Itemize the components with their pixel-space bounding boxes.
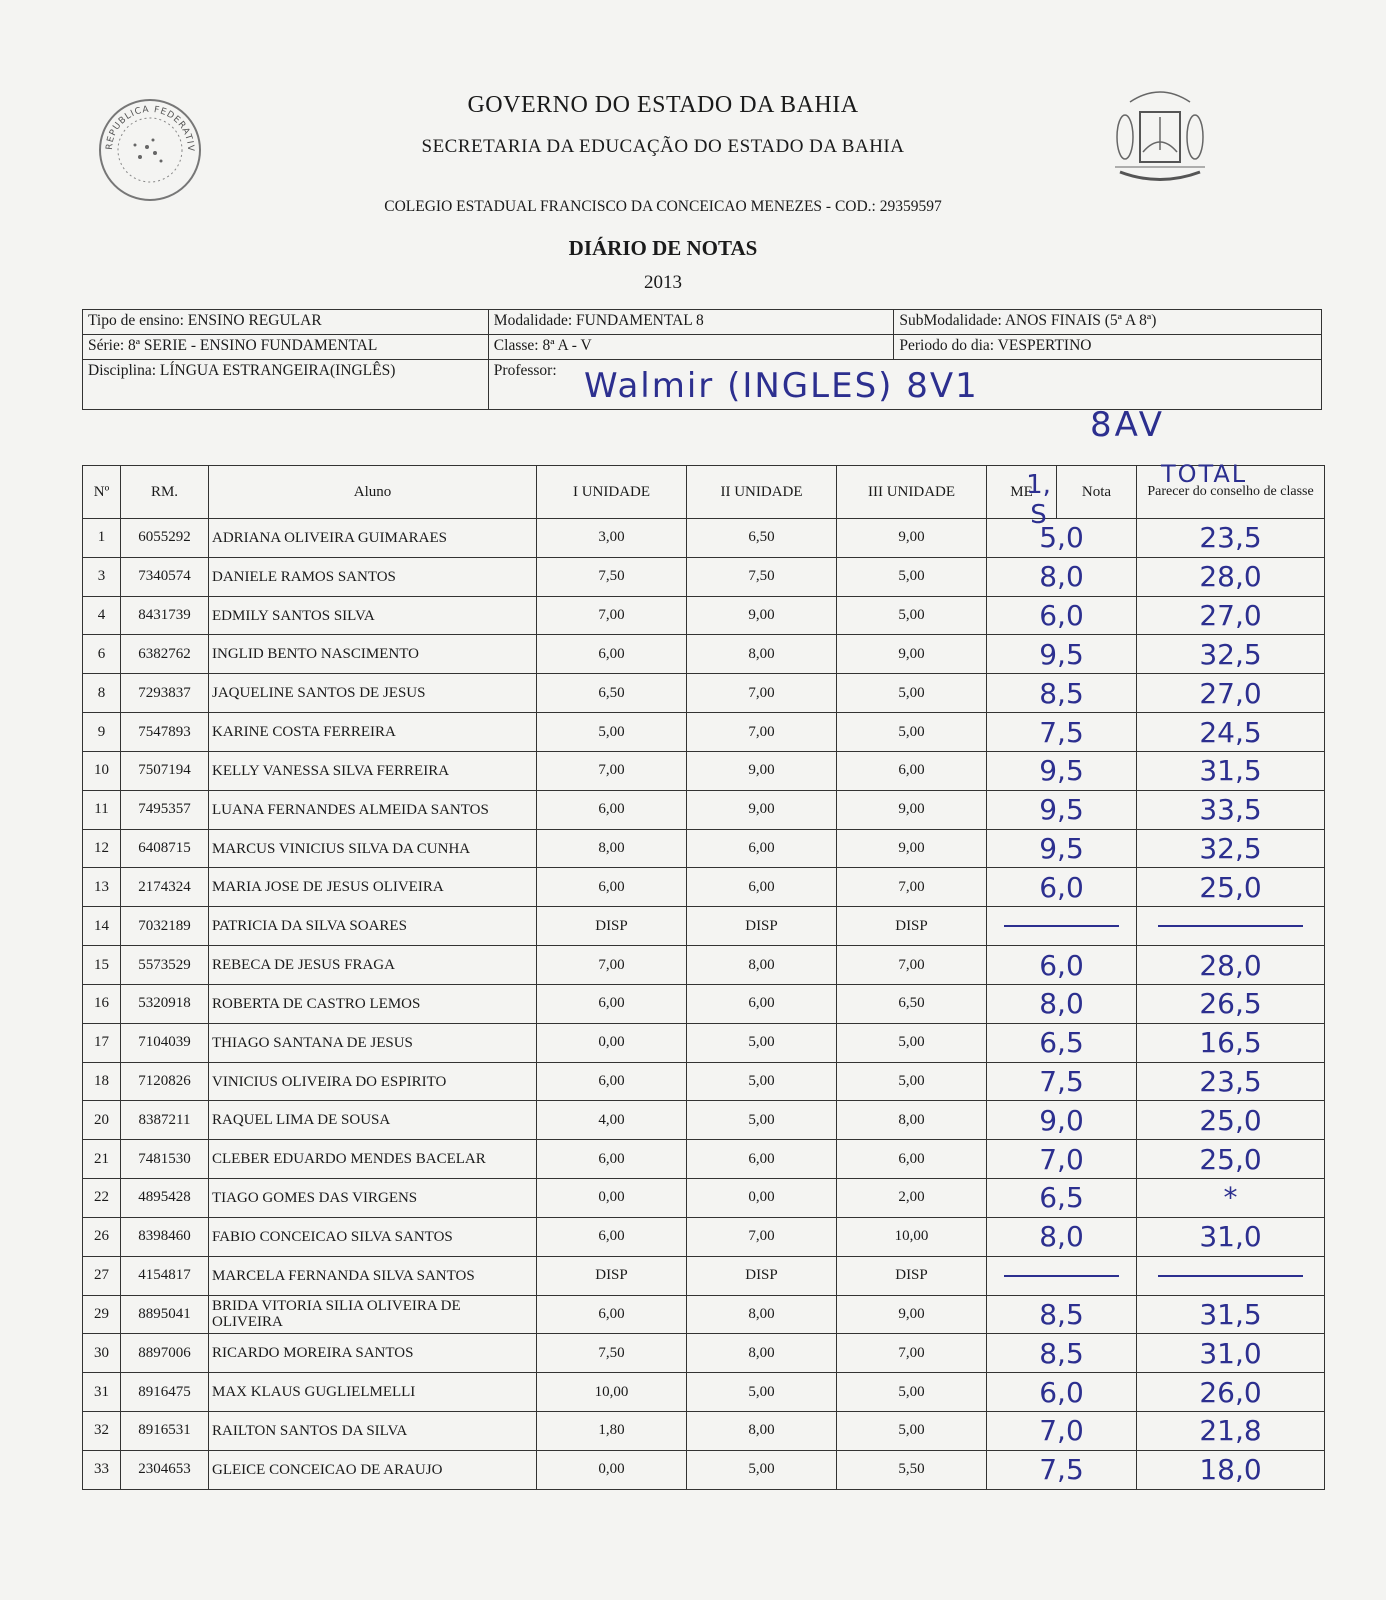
grade-unidade-3: 9,00: [837, 1295, 987, 1334]
student-number: 26: [83, 1217, 121, 1256]
student-number: 21: [83, 1140, 121, 1179]
grade-unidade-2: 5,00: [687, 1373, 837, 1412]
handwritten-me: 6,0: [987, 946, 1137, 985]
student-name: CLEBER EDUARDO MENDES BACELAR: [209, 1140, 537, 1179]
secretaria-title: SECRETARIA DA EDUCAÇÃO DO ESTADO DA BAHIA: [421, 136, 905, 157]
student-number: 27: [83, 1256, 121, 1295]
student-name: RICARDO MOREIRA SANTOS: [209, 1334, 537, 1373]
grade-unidade-1: 0,00: [537, 1450, 687, 1489]
grade-unidade-1: 6,00: [537, 868, 687, 907]
handwritten-total: 25,0: [1137, 1101, 1325, 1140]
handwritten-total: 26,0: [1137, 1373, 1325, 1412]
handwritten-me: 9,5: [987, 751, 1137, 790]
tipo-ensino: Tipo de ensino: ENSINO REGULAR: [83, 310, 489, 335]
handwritten-total: 21,8: [1137, 1412, 1325, 1451]
grade-unidade-1: 7,00: [537, 946, 687, 985]
handwritten-total: 31,0: [1137, 1334, 1325, 1373]
grade-unidade-2: 7,00: [687, 713, 837, 752]
grade-unidade-1: DISP: [537, 907, 687, 946]
grade-unidade-2: DISP: [687, 1256, 837, 1295]
student-number: 15: [83, 946, 121, 985]
table-row: [83, 519, 1325, 558]
dash-mark: [1004, 925, 1118, 927]
student-name: LUANA FERNANDES ALMEIDA SANTOS: [209, 790, 537, 829]
grade-unidade-2: 5,00: [687, 1450, 837, 1489]
handwritten-me: 7,5: [987, 1450, 1137, 1489]
student-number: 18: [83, 1062, 121, 1101]
grade-unidade-2: 9,00: [687, 790, 837, 829]
table-row: [83, 1217, 1325, 1256]
handwritten-total: 27,0: [1137, 674, 1325, 713]
periodo: Periodo do dia: VESPERTINO: [894, 335, 1322, 360]
student-name: MARCUS VINICIUS SILVA DA CUNHA: [209, 829, 537, 868]
student-name: RAILTON SANTOS DA SILVA: [209, 1412, 537, 1451]
grade-unidade-2: 8,00: [687, 1412, 837, 1451]
grade-unidade-1: 6,00: [537, 1217, 687, 1256]
grade-unidade-3: 9,00: [837, 790, 987, 829]
table-row: [83, 674, 1325, 713]
student-name: THIAGO SANTANA DE JESUS: [209, 1023, 537, 1062]
student-rm: 8387211: [121, 1101, 209, 1140]
handwritten-me: 6,0: [987, 868, 1137, 907]
handwritten-me: 6,0: [987, 1373, 1137, 1412]
grade-unidade-1: 6,00: [537, 635, 687, 674]
student-name: RAQUEL LIMA DE SOUSA: [209, 1101, 537, 1140]
dash-mark: [1158, 1275, 1303, 1277]
grade-unidade-3: 5,00: [837, 1373, 987, 1412]
grade-unidade-1: 6,00: [537, 984, 687, 1023]
col-total-handwritten: TOTAL: [1161, 460, 1248, 488]
handwritten-total: *: [1137, 1179, 1325, 1218]
table-row: [83, 1140, 1325, 1179]
document-title: DIÁRIO DE NOTAS: [568, 236, 758, 260]
grade-unidade-3: 10,00: [837, 1217, 987, 1256]
bahia-coat-of-arms: [1110, 82, 1210, 200]
grade-unidade-1: 0,00: [537, 1023, 687, 1062]
grade-unidade-2: 6,00: [687, 868, 837, 907]
grades-table: [82, 460, 1325, 1490]
table-row: [83, 635, 1325, 674]
document-year: 2013: [644, 272, 682, 293]
grade-unidade-1: 6,50: [537, 674, 687, 713]
handwritten-total: 25,0: [1137, 1140, 1325, 1179]
grade-unidade-2: 7,00: [687, 1217, 837, 1256]
grade-unidade-3: 6,50: [837, 984, 987, 1023]
student-rm: 7547893: [121, 713, 209, 752]
grade-unidade-2: 6,50: [687, 519, 837, 558]
handwritten-total: 28,0: [1137, 946, 1325, 985]
grade-unidade-2: 5,00: [687, 1023, 837, 1062]
student-rm: 7507194: [121, 751, 209, 790]
handwritten-total: 31,0: [1137, 1217, 1325, 1256]
grade-unidade-1: 7,50: [537, 1334, 687, 1373]
student-number: 33: [83, 1450, 121, 1489]
grade-unidade-3: 5,00: [837, 557, 987, 596]
student-name: KELLY VANESSA SILVA FERREIRA: [209, 751, 537, 790]
serie: Série: 8ª SERIE - ENSINO FUNDAMENTAL: [83, 335, 489, 360]
student-rm: 7120826: [121, 1062, 209, 1101]
table-row: [83, 1412, 1325, 1451]
handwritten-me: 8,0: [987, 557, 1137, 596]
handwritten-me: 6,5: [987, 1023, 1137, 1062]
student-number: 13: [83, 868, 121, 907]
grade-unidade-3: 8,00: [837, 1101, 987, 1140]
grade-unidade-3: 5,00: [837, 713, 987, 752]
col-parecer: [1137, 460, 1325, 519]
student-name: EDMILY SANTOS SILVA: [209, 596, 537, 635]
student-number: 4: [83, 596, 121, 635]
student-name: MARIA JOSE DE JESUS OLIVEIRA: [209, 868, 537, 907]
handwritten-me: 7,5: [987, 1062, 1137, 1101]
handwritten-me: 9,0: [987, 1101, 1137, 1140]
student-number: 12: [83, 829, 121, 868]
student-number: 16: [83, 984, 121, 1023]
professor-label: Professor:: [488, 360, 1321, 410]
grade-unidade-1: 6,00: [537, 790, 687, 829]
col-nota: Nota: [1057, 466, 1137, 519]
table-row: [83, 946, 1325, 985]
student-number: 30: [83, 1334, 121, 1373]
handwritten-total: 26,5: [1137, 984, 1325, 1023]
student-rm: 8916475: [121, 1373, 209, 1412]
table-row: [83, 1450, 1325, 1489]
grade-unidade-2: 6,00: [687, 829, 837, 868]
student-rm: 2174324: [121, 868, 209, 907]
student-number: 31: [83, 1373, 121, 1412]
handwritten-me: [987, 907, 1137, 946]
disciplina: Disciplina: LÍNGUA ESTRANGEIRA(INGLÊS): [83, 360, 489, 410]
table-row: [83, 1101, 1325, 1140]
grade-unidade-3: 5,00: [837, 1062, 987, 1101]
student-rm: 5320918: [121, 984, 209, 1023]
handwritten-total: 24,5: [1137, 713, 1325, 752]
grade-unidade-2: 8,00: [687, 1295, 837, 1334]
handwritten-total: [1137, 1256, 1325, 1295]
grade-unidade-3: 9,00: [837, 519, 987, 558]
handwritten-total: 27,0: [1137, 596, 1325, 635]
student-number: 20: [83, 1101, 121, 1140]
table-row: [83, 713, 1325, 752]
col-parecer-label: Parecer do conselho de classe: [1147, 484, 1314, 499]
grade-unidade-3: 7,00: [837, 1334, 987, 1373]
col-rm: RM.: [121, 466, 209, 519]
handwritten-total: 32,5: [1137, 635, 1325, 674]
handwritten-total: 16,5: [1137, 1023, 1325, 1062]
grade-unidade-3: 6,00: [837, 751, 987, 790]
handwritten-me: 9,5: [987, 790, 1137, 829]
grade-unidade-3: 7,00: [837, 868, 987, 907]
student-name: ROBERTA DE CASTRO LEMOS: [209, 984, 537, 1023]
table-row: [83, 984, 1325, 1023]
student-name: PATRICIA DA SILVA SOARES: [209, 907, 537, 946]
grade-unidade-1: 7,50: [537, 557, 687, 596]
student-rm: 6055292: [121, 519, 209, 558]
professor-handwritten: Walmir (INGLES) 8V1: [584, 366, 979, 406]
grade-unidade-2: 5,00: [687, 1101, 837, 1140]
grade-unidade-1: 6,00: [537, 1295, 687, 1334]
handwritten-total: 28,0: [1137, 557, 1325, 596]
student-name: ADRIANA OLIVEIRA GUIMARAES: [209, 519, 537, 558]
class-handwritten: 8AV: [1090, 405, 1165, 445]
student-rm: 7293837: [121, 674, 209, 713]
table-row: [83, 907, 1325, 946]
student-rm: 6408715: [121, 829, 209, 868]
student-name: FABIO CONCEICAO SILVA SANTOS: [209, 1217, 537, 1256]
handwritten-me: 9,5: [987, 829, 1137, 868]
handwritten-total: 23,5: [1137, 1062, 1325, 1101]
table-row: [83, 1062, 1325, 1101]
svg-text:REPUBLICA FEDERATIVA DO BRASIL: REPUBLICA FEDERATIV: [104, 104, 196, 152]
grade-unidade-2: 9,00: [687, 751, 837, 790]
handwritten-me: 8,5: [987, 1334, 1137, 1373]
grade-unidade-2: 6,00: [687, 984, 837, 1023]
grade-unidade-2: 5,00: [687, 1062, 837, 1101]
student-name: JAQUELINE SANTOS DE JESUS: [209, 674, 537, 713]
col-me-label: ME: [1010, 483, 1033, 500]
grade-unidade-3: 7,00: [837, 946, 987, 985]
student-rm: 7104039: [121, 1023, 209, 1062]
grade-unidade-2: 8,00: [687, 946, 837, 985]
handwritten-me: 8,5: [987, 1295, 1137, 1334]
government-title: GOVERNO DO ESTADO DA BAHIA: [467, 92, 859, 118]
student-name: KARINE COSTA FERREIRA: [209, 713, 537, 752]
handwritten-me: 7,0: [987, 1412, 1137, 1451]
grade-unidade-1: 10,00: [537, 1373, 687, 1412]
handwritten-total: 31,5: [1137, 1295, 1325, 1334]
col-aluno: Aluno: [209, 466, 537, 519]
grade-unidade-1: 8,00: [537, 829, 687, 868]
student-rm: 8916531: [121, 1412, 209, 1451]
table-row: [83, 751, 1325, 790]
student-name: GLEICE CONCEICAO DE ARAUJO: [209, 1450, 537, 1489]
handwritten-me: 9,5: [987, 635, 1137, 674]
student-number: 10: [83, 751, 121, 790]
student-number: 1: [83, 519, 121, 558]
grade-unidade-2: 6,00: [687, 1140, 837, 1179]
col-unidade-3: III UNIDADE: [837, 466, 987, 519]
grade-unidade-1: 1,80: [537, 1412, 687, 1451]
grade-unidade-2: 7,00: [687, 674, 837, 713]
grade-unidade-3: 2,00: [837, 1179, 987, 1218]
grade-unidade-2: 7,50: [687, 557, 837, 596]
student-rm: 7340574: [121, 557, 209, 596]
student-rm: 2304653: [121, 1450, 209, 1489]
student-rm: 4154817: [121, 1256, 209, 1295]
student-rm: 5573529: [121, 946, 209, 985]
handwritten-me: 6,0: [987, 596, 1137, 635]
student-rm: 6382762: [121, 635, 209, 674]
republic-seal: [95, 95, 205, 205]
grade-unidade-1: 3,00: [537, 519, 687, 558]
student-number: 6: [83, 635, 121, 674]
student-rm: 8897006: [121, 1334, 209, 1373]
col-n: Nº: [83, 466, 121, 519]
handwritten-me: 5,0: [987, 519, 1137, 558]
table-row: [83, 1179, 1325, 1218]
grade-unidade-2: DISP: [687, 907, 837, 946]
grade-unidade-1: 6,00: [537, 1140, 687, 1179]
student-number: 17: [83, 1023, 121, 1062]
grade-unidade-3: DISP: [837, 1256, 987, 1295]
grade-unidade-3: 5,00: [837, 1412, 987, 1451]
table-row: [83, 868, 1325, 907]
col-unidade-2: II UNIDADE: [687, 466, 837, 519]
col-me: [987, 466, 1057, 530]
grade-unidade-1: DISP: [537, 1256, 687, 1295]
grade-unidade-1: 4,00: [537, 1101, 687, 1140]
student-number: 32: [83, 1412, 121, 1451]
handwritten-total: 33,5: [1137, 790, 1325, 829]
grade-unidade-1: 7,00: [537, 751, 687, 790]
handwritten-me: 8,0: [987, 984, 1137, 1023]
grade-unidade-2: 8,00: [687, 635, 837, 674]
table-row: [83, 829, 1325, 868]
handwritten-me: 6,5: [987, 1179, 1137, 1218]
grade-unidade-1: 0,00: [537, 1179, 687, 1218]
handwritten-total: 32,5: [1137, 829, 1325, 868]
dash-mark: [1158, 925, 1303, 927]
table-row: [83, 596, 1325, 635]
handwritten-me: 7,0: [987, 1140, 1137, 1179]
grade-unidade-2: 8,00: [687, 1334, 837, 1373]
student-number: 14: [83, 907, 121, 946]
student-name: VINICIUS OLIVEIRA DO ESPIRITO: [209, 1062, 537, 1101]
dash-mark: [1004, 1275, 1118, 1277]
grade-unidade-1: 7,00: [537, 596, 687, 635]
table-row: [83, 1256, 1325, 1295]
grade-unidade-3: DISP: [837, 907, 987, 946]
col-unidade-1: I UNIDADE: [537, 466, 687, 519]
student-name: INGLID BENTO NASCIMENTO: [209, 635, 537, 674]
grade-unidade-2: 0,00: [687, 1179, 837, 1218]
student-rm: 8431739: [121, 596, 209, 635]
table-row: [83, 1023, 1325, 1062]
grade-unidade-3: 5,00: [837, 674, 987, 713]
student-number: 8: [83, 674, 121, 713]
submodalidade: SubModalidade: ANOS FINAIS (5ª A 8ª): [894, 310, 1322, 335]
student-number: 11: [83, 790, 121, 829]
grade-unidade-3: 9,00: [837, 829, 987, 868]
classe: Classe: 8ª A - V: [488, 335, 894, 360]
student-rm: 7495357: [121, 790, 209, 829]
grade-unidade-2: 9,00: [687, 596, 837, 635]
grade-unidade-3: 9,00: [837, 635, 987, 674]
grade-unidade-3: 5,00: [837, 596, 987, 635]
grade-unidade-3: 5,00: [837, 1023, 987, 1062]
student-rm: 8398460: [121, 1217, 209, 1256]
student-number: 22: [83, 1179, 121, 1218]
student-name: BRIDA VITORIA SILIA OLIVEIRA DE OLIVEIRA: [209, 1295, 537, 1334]
student-number: 3: [83, 557, 121, 596]
student-rm: 7481530: [121, 1140, 209, 1179]
student-rm: 8895041: [121, 1295, 209, 1334]
student-name: MAX KLAUS GUGLIELMELLI: [209, 1373, 537, 1412]
grade-unidade-3: 5,50: [837, 1450, 987, 1489]
table-row: [83, 1295, 1325, 1334]
handwritten-total: 18,0: [1137, 1450, 1325, 1489]
handwritten-me: 8,5: [987, 674, 1137, 713]
student-number: 29: [83, 1295, 121, 1334]
student-name: REBECA DE JESUS FRAGA: [209, 946, 537, 985]
handwritten-me: 8,0: [987, 1217, 1137, 1256]
grade-unidade-1: 5,00: [537, 713, 687, 752]
student-name: DANIELE RAMOS SANTOS: [209, 557, 537, 596]
modalidade: Modalidade: FUNDAMENTAL 8: [488, 310, 894, 335]
handwritten-total: 31,5: [1137, 751, 1325, 790]
grade-unidade-3: 6,00: [837, 1140, 987, 1179]
handwritten-total: 23,5: [1137, 519, 1325, 558]
table-row: [83, 1373, 1325, 1412]
student-name: MARCELA FERNANDA SILVA SANTOS: [209, 1256, 537, 1295]
handwritten-me: 7,5: [987, 713, 1137, 752]
table-row: [83, 1334, 1325, 1373]
student-rm: 4895428: [121, 1179, 209, 1218]
col-me-handwritten: 1, S: [1026, 470, 1051, 530]
student-name: TIAGO GOMES DAS VIRGENS: [209, 1179, 537, 1218]
handwritten-me: [987, 1256, 1137, 1295]
handwritten-total: 25,0: [1137, 868, 1325, 907]
school-name: COLEGIO ESTADUAL FRANCISCO DA CONCEICAO MENEZES - COD.: 29359597: [384, 198, 942, 215]
grade-unidade-1: 6,00: [537, 1062, 687, 1101]
student-number: 9: [83, 713, 121, 752]
table-row: [83, 557, 1325, 596]
handwritten-total: [1137, 907, 1325, 946]
student-rm: 7032189: [121, 907, 209, 946]
table-row: [83, 790, 1325, 829]
